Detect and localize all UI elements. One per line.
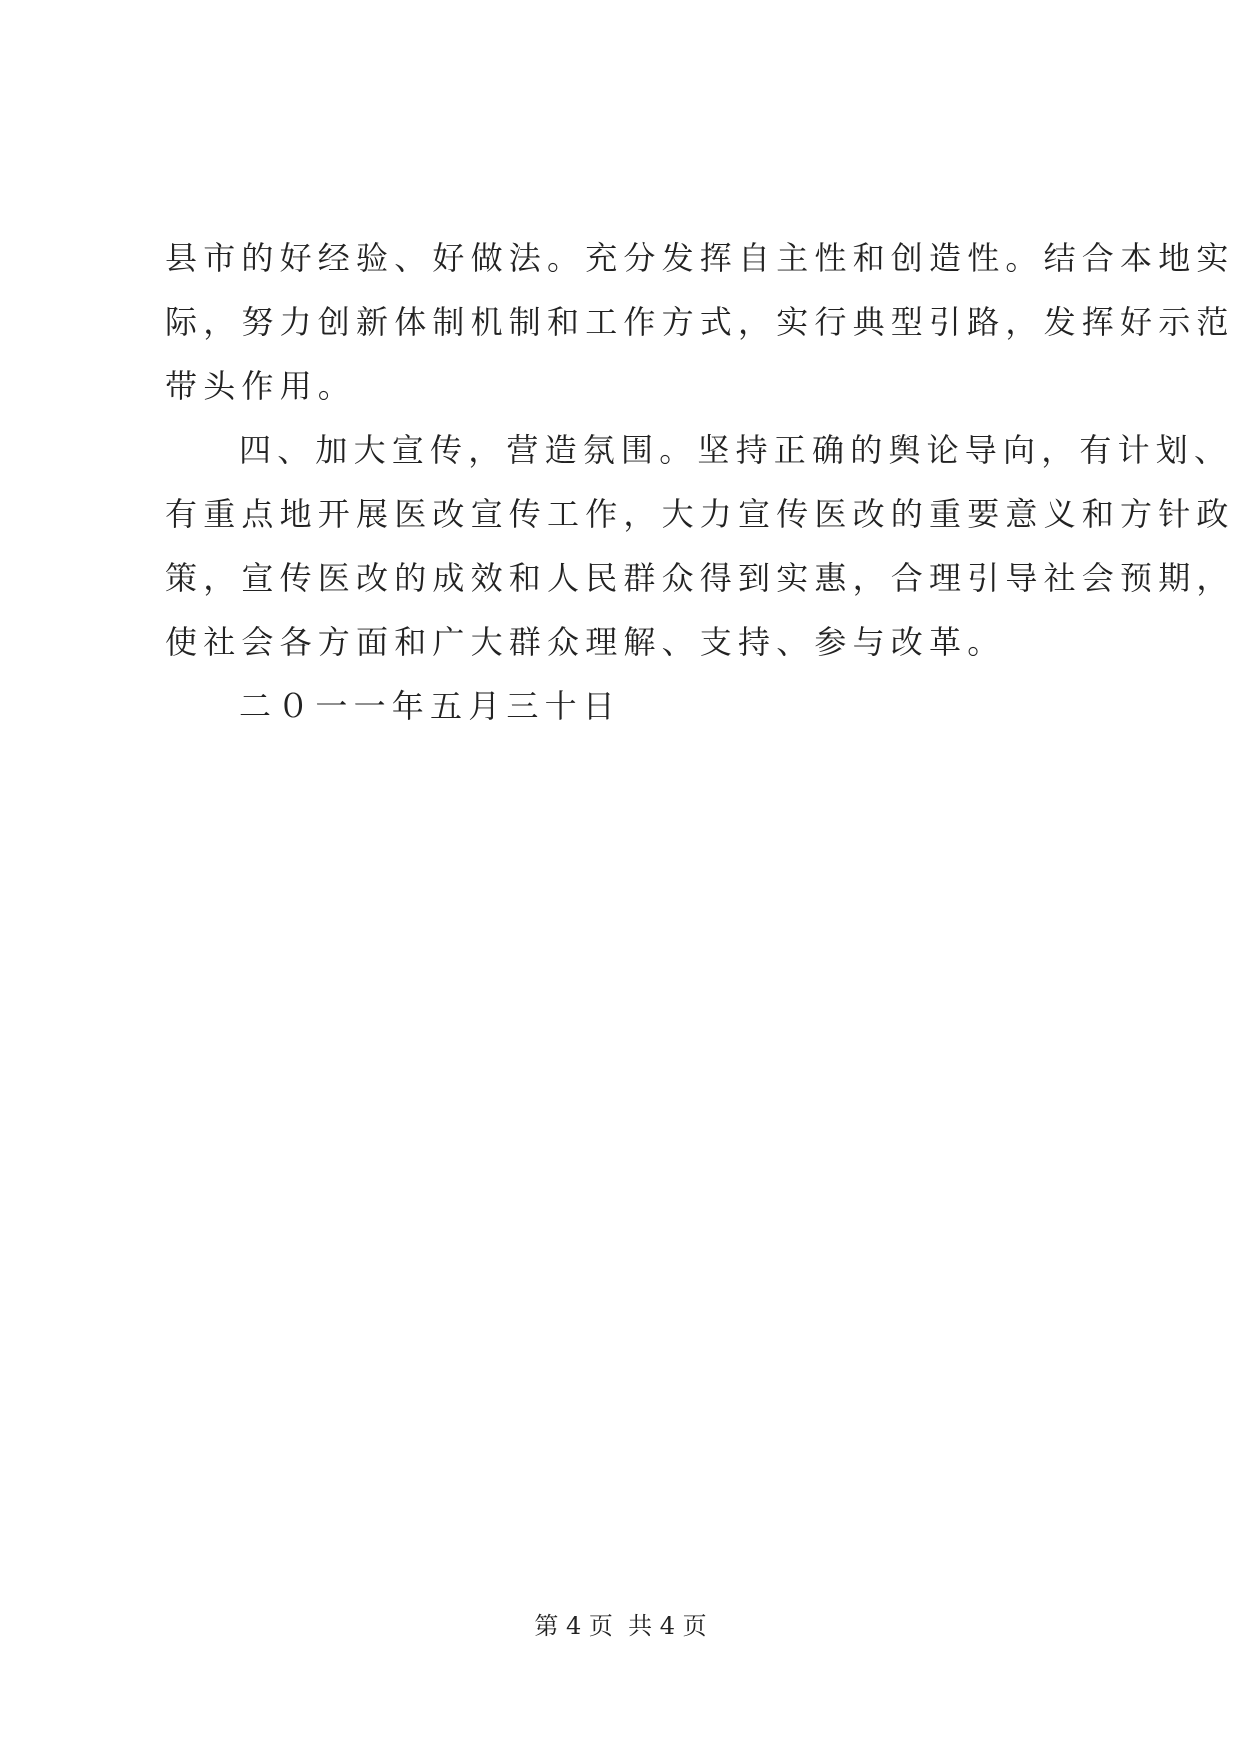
page-number-footer: 第 4 页 共 4 页 [534,1612,707,1640]
paragraph-line: 有重点地开展医改宣传工作，大力宣传医改的重要意义和方针政 [165,495,1235,533]
section-heading-line: 四、加大宣传，营造氛围。坚持正确的舆论导向，有计划、 [239,431,1233,469]
date-line: 二０一一年五月三十日 [239,687,622,725]
paragraph-line: 策，宣传医改的成效和人民群众得到实惠，合理引导社会预期， [165,559,1235,597]
paragraph-line: 县市的好经验、好做法。充分发挥自主性和创造性。结合本地实 [165,239,1235,277]
paragraph-line: 使社会各方面和广大群众理解、支持、参与改革。 [165,623,1006,661]
paragraph-line: 际，努力创新体制机制和工作方式，实行典型引路，发挥好示范 [165,303,1235,341]
paragraph-line: 带头作用。 [165,367,357,405]
body-text [165,226,1235,738]
